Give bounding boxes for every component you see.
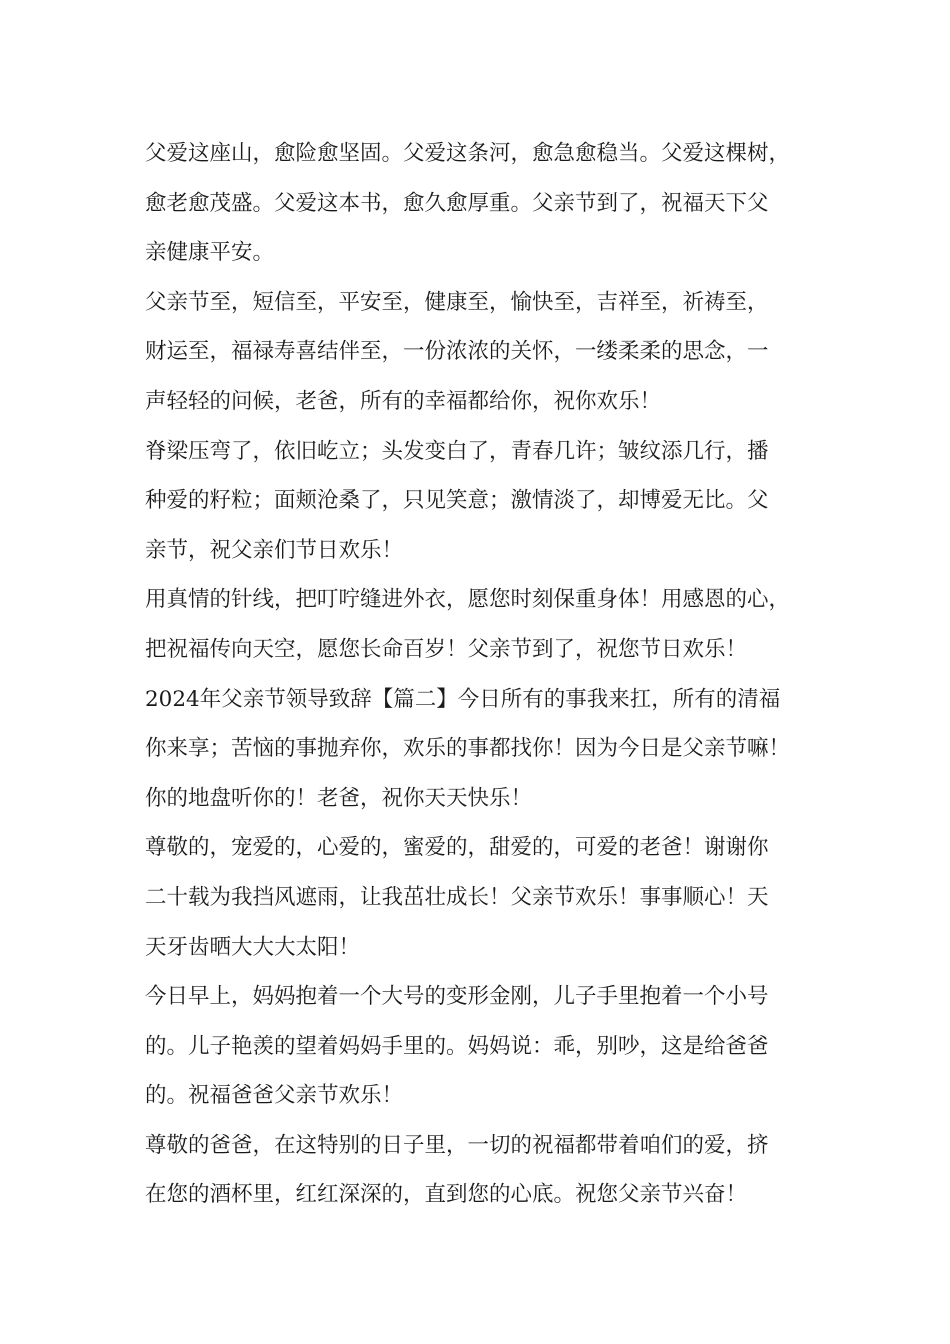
text-line: 财运至，福禄寿喜结伴至，一份浓浓的关怀，一缕柔柔的思念，一 [145, 339, 769, 365]
text-line: 父爱这座山，愈险愈坚固。父爱这条河，愈急愈稳当。父爱这棵树， [145, 141, 791, 166]
text-line: 愈老愈茂盛。父爱这本书，愈久愈厚重。父亲节到了，祝福天下父 [145, 190, 769, 216]
text-line: 2024年父亲节领导致辞【篇二】今日所有的事我来扛，所有的清福 [145, 686, 781, 712]
text-line: 用真情的针线，把叮咛缝进外衣，愿您时刻保重身体！用感恩的心， [145, 587, 791, 613]
text-line: 亲节，祝父亲们节日欢乐！ [145, 537, 404, 563]
text-line: 脊梁压弯了，依旧屹立；头发变白了，青春几许；皱纹添几行，播 [145, 438, 769, 464]
text-line: 天牙齿晒大大大太阳！ [145, 934, 361, 960]
text-line: 父亲节至，短信至，平安至，健康至，愉快至，吉祥至，祈祷至， [145, 289, 769, 315]
text-line: 的。儿子艳羡的望着妈妈手里的。妈妈说：乖，别吵，这是给爸爸 [145, 1033, 769, 1059]
text-line: 把祝福传向天空，愿您长命百岁！父亲节到了，祝您节日欢乐！ [145, 636, 748, 662]
text-line: 的。祝福爸爸父亲节欢乐！ [145, 1083, 404, 1109]
text-line: 种爱的籽粒；面颊沧桑了，只见笑意；激情淡了，却博爱无比。父 [145, 488, 769, 514]
text-line: 二十载为我挡风遮雨，让我茁壮成长！父亲节欢乐！事事顺心！天 [145, 884, 769, 910]
text-line: 尊敬的，宠爱的，心爱的，蜜爱的，甜爱的，可爱的老爸！谢谢你 [145, 835, 769, 861]
text-line: 在您的酒杯里，红红深深的，直到您的心底。祝您父亲节兴奋！ [145, 1182, 748, 1208]
document-body [145, 129, 825, 1220]
text-line: 声轻轻的问候，老爸，所有的幸福都给你，祝你欢乐！ [145, 388, 662, 414]
text-line: 亲健康平安。 [145, 240, 275, 266]
text-line: 尊敬的爸爸，在这特别的日子里，一切的祝福都带着咱们的爱，挤 [145, 1132, 769, 1158]
text-line: 今日早上，妈妈抱着一个大号的变形金刚，儿子手里抱着一个小号 [145, 984, 769, 1010]
text-line: 你的地盘听你的！老爸，祝你天天快乐！ [145, 785, 533, 811]
text-line: 你来享；苦恼的事抛弃你，欢乐的事都找你！因为今日是父亲节嘛！ [145, 736, 791, 762]
